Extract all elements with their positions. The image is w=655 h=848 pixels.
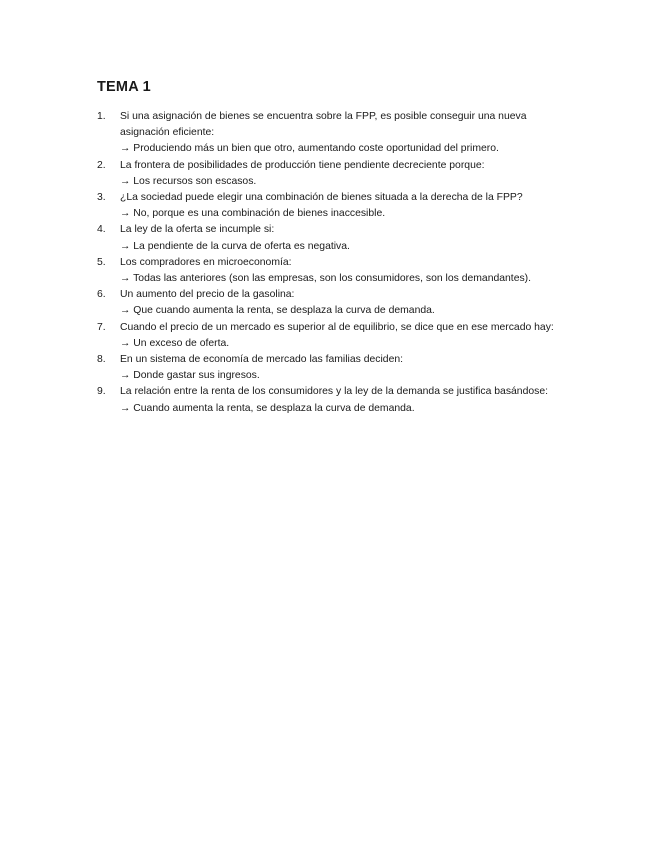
question-item-4 [97, 222, 567, 254]
question-number: 6. [97, 289, 106, 301]
question-number: 4. [97, 224, 106, 236]
question-text: En un sistema de economía de mercado las familias deciden: [120, 354, 404, 366]
question-number: 5. [97, 256, 106, 268]
answer-text: → Todas las anteriores (son las empresas, son los consumidores, son los demandantes). [120, 273, 532, 285]
question-item-1 [97, 109, 567, 158]
answer-text: → Cuando aumenta la renta, se desplaza la curva de demanda. [120, 402, 415, 414]
answer-text: → Los recursos son escasos. [120, 175, 257, 187]
question-number: 9. [97, 386, 106, 398]
answer-text: → Donde gastar sus ingresos. [120, 370, 260, 382]
answer-text: → Que cuando aumenta la renta, se desplaza la curva de demanda. [120, 305, 435, 317]
question-text: La relación entre la renta de los consumidores y la ley de la demanda se justifica basándose: [120, 386, 548, 398]
question-item-2 [97, 158, 567, 190]
question-item-8 [97, 352, 567, 384]
answer-text: → La pendiente de la curva de oferta es negativa. [120, 240, 350, 252]
question-number: 1. [97, 111, 106, 122]
question-item-6 [97, 287, 567, 319]
question-text: Un aumento del precio de la gasolina: [120, 289, 295, 301]
question-item-9 [97, 384, 567, 416]
question-item-7 [97, 320, 567, 352]
question-item-3 [97, 190, 567, 222]
question-text: Si una asignación de bienes se encuentra sobre la FPP, es posible conseguir una nueva asignación eficiente: [120, 111, 527, 139]
question-text: La ley de la oferta se incumple si: [120, 224, 275, 236]
question-text: Los compradores en microeconomía: [120, 256, 292, 268]
answer-text: → Produciendo más un bien que otro, aumentando coste oportunidad del primero. [120, 143, 499, 155]
page-title: TEMA 1 [97, 79, 151, 95]
question-number: 3. [97, 192, 106, 204]
question-item-5 [97, 255, 567, 287]
question-text: La frontera de posibilidades de producción tiene pendiente decreciente porque: [120, 159, 485, 171]
question-number: 2. [97, 159, 106, 171]
answer-text: → No, porque es una combinación de bienes inaccesible. [120, 208, 386, 220]
question-text: ¿La sociedad puede elegir una combinación de bienes situada a la derecha de la FPP? [120, 192, 523, 204]
answer-text: → Un exceso de oferta. [120, 337, 230, 349]
question-list [97, 109, 567, 417]
question-number: 8. [97, 354, 106, 366]
question-number: 7. [97, 321, 106, 333]
question-text: Cuando el precio de un mercado es superior al de equilibrio, se dice que en ese mercado hay: [120, 321, 554, 333]
